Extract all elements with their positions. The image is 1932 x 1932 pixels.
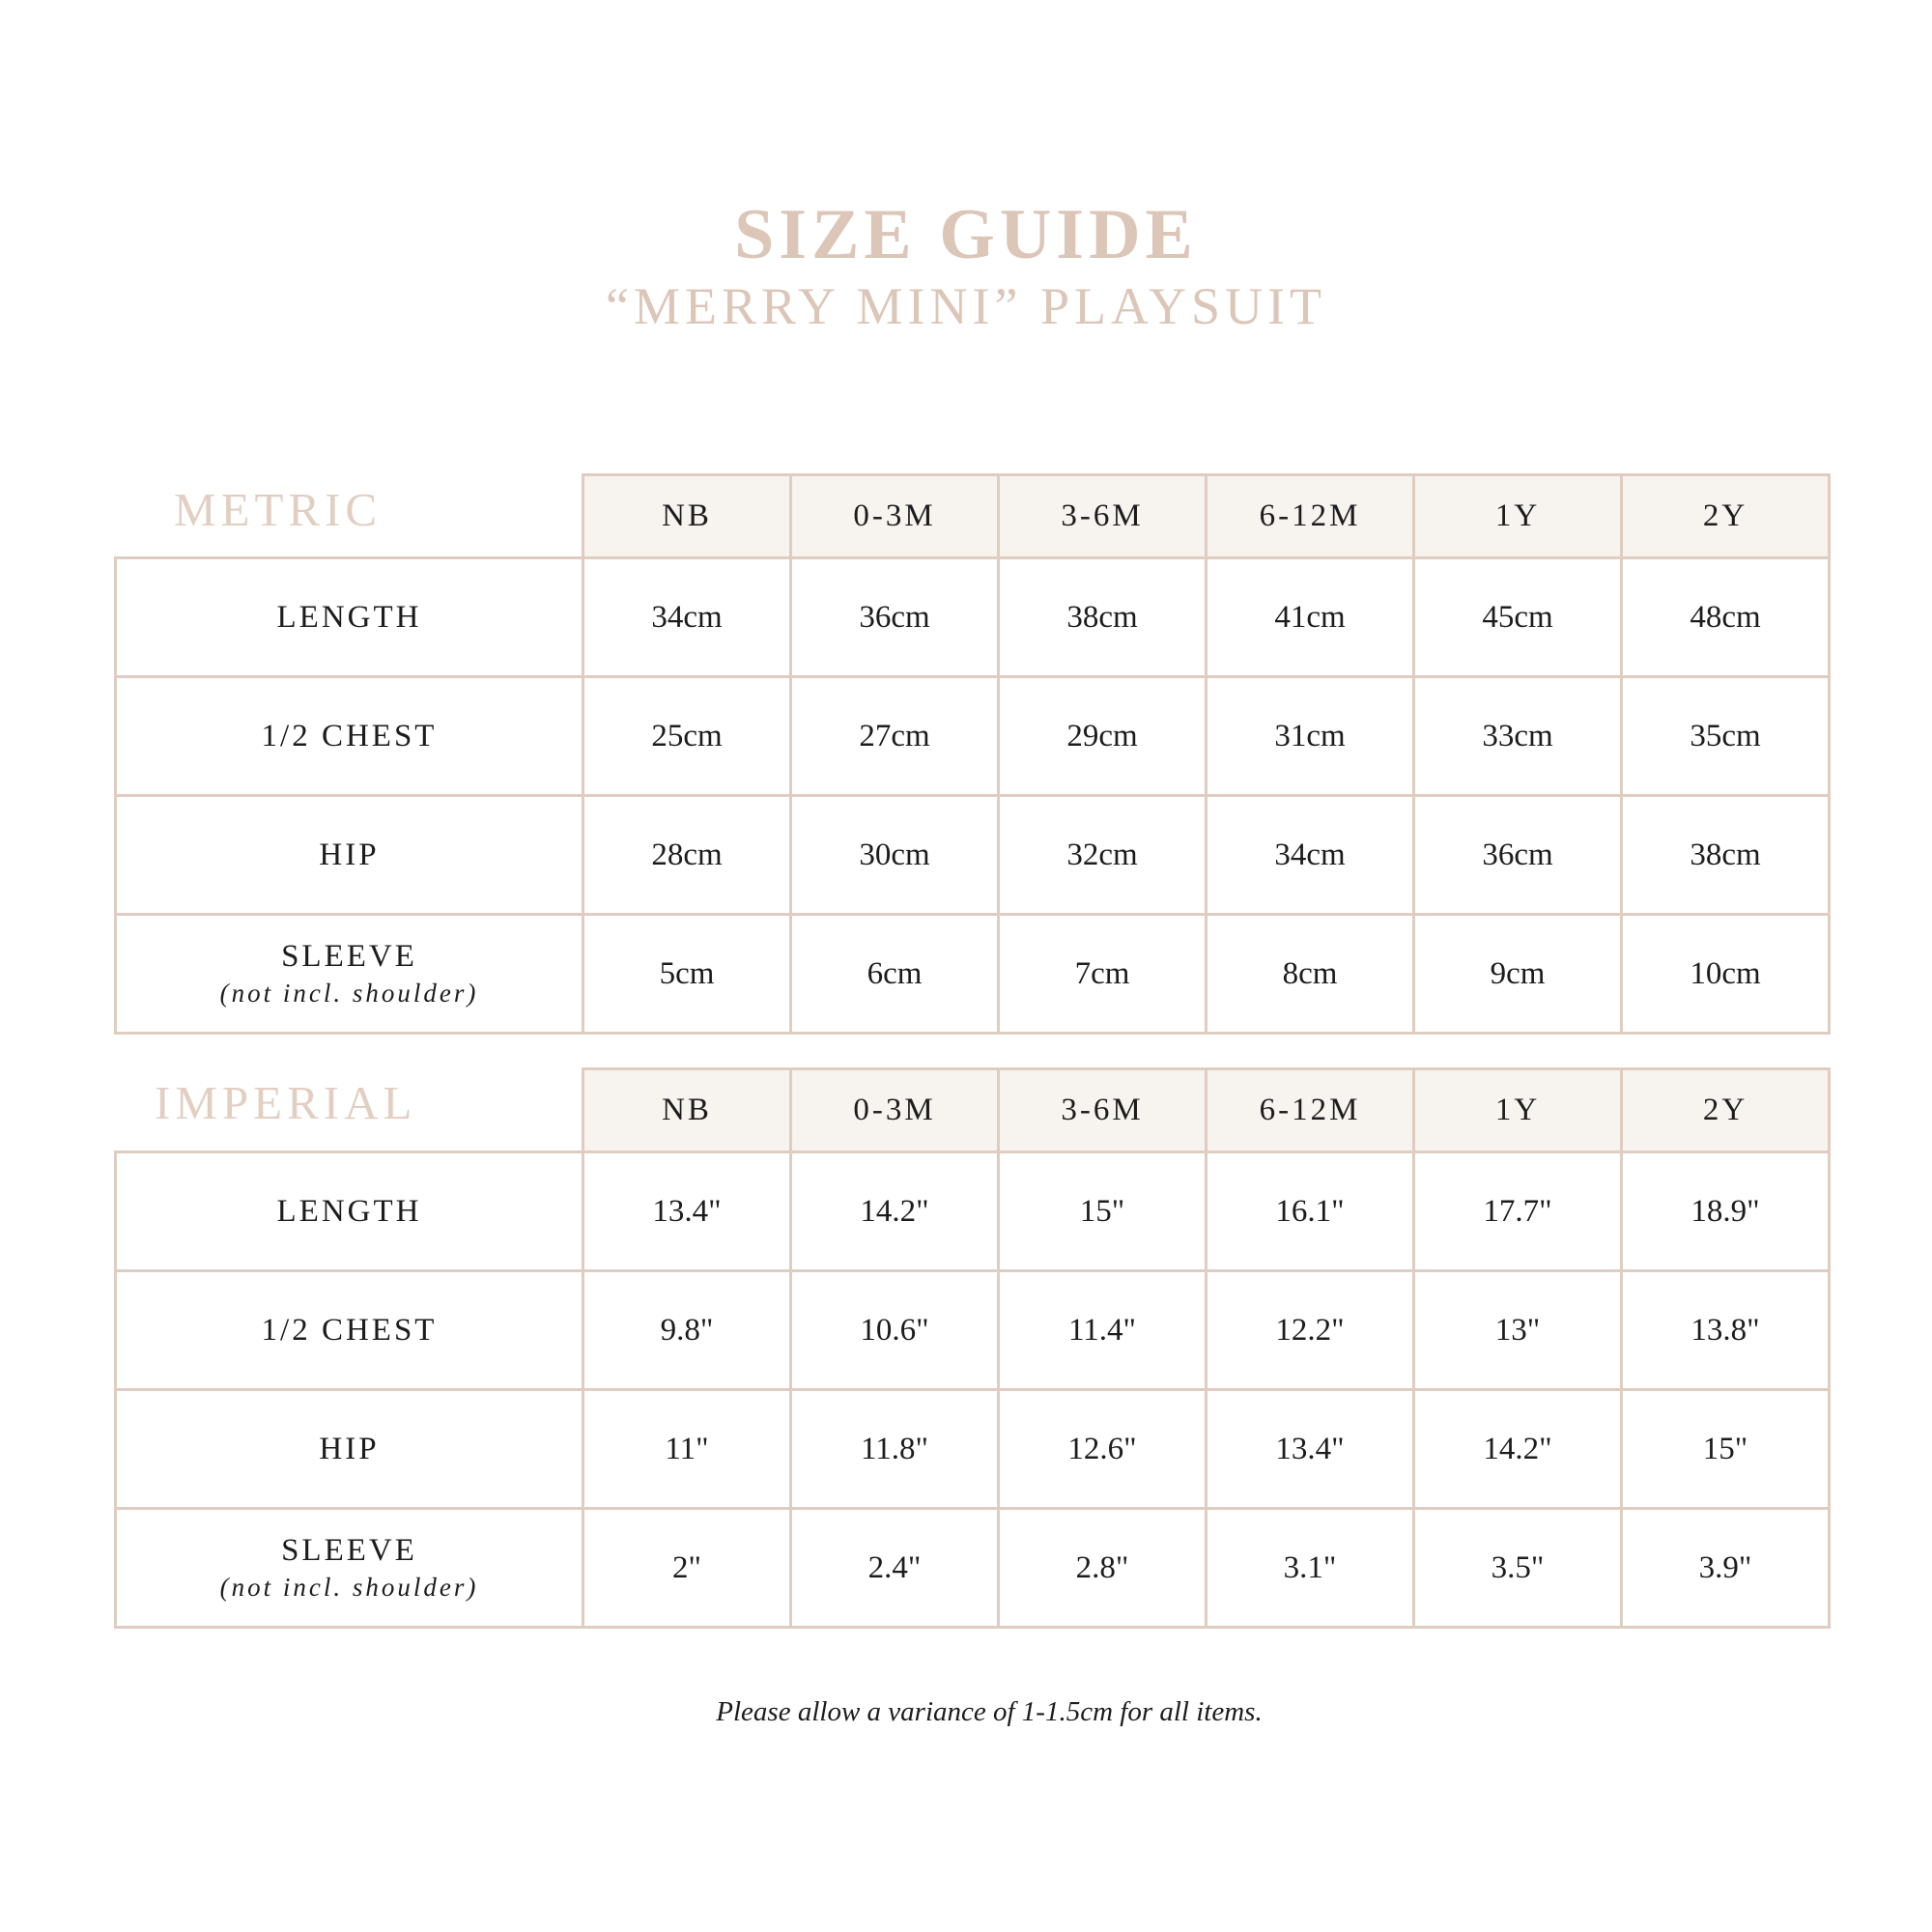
table-cell: 38cm: [999, 558, 1207, 677]
table-row: [116, 915, 1830, 1034]
table-cell: 41cm: [1207, 558, 1414, 677]
imperial-size-header: 3-6M: [999, 1069, 1207, 1152]
table-row: [116, 796, 1830, 915]
table-cell: 45cm: [1414, 558, 1622, 677]
imperial-table: [114, 1067, 1831, 1629]
table-cell: 9.8": [583, 1271, 791, 1390]
table-cell: 7cm: [999, 915, 1207, 1034]
metric-table: [114, 473, 1831, 1035]
table-cell: 8cm: [1207, 915, 1414, 1034]
table-cell: 15": [1622, 1390, 1830, 1509]
table-cell: 34cm: [583, 558, 791, 677]
row-label-length: LENGTH: [116, 1152, 583, 1271]
table-cell: 14.2": [791, 1152, 999, 1271]
table-cell: 11": [583, 1390, 791, 1509]
row-label-length: LENGTH: [116, 558, 583, 677]
imperial-size-header: 0-3M: [791, 1069, 999, 1152]
table-cell: 12.6": [999, 1390, 1207, 1509]
variance-note: Please allow a variance of 1-1.5cm for all items.: [716, 1696, 1263, 1727]
page-title: SIZE GUIDE: [734, 195, 1198, 274]
metric-header-row: [116, 475, 1830, 558]
table-cell: 13.4": [1207, 1390, 1414, 1509]
row-label-hip: HIP: [116, 796, 583, 915]
table-cell: 12.2": [1207, 1271, 1414, 1390]
imperial-size-header: NB: [583, 1069, 791, 1152]
table-cell: 29cm: [999, 677, 1207, 796]
table-cell: 18.9": [1622, 1152, 1830, 1271]
table-row: [116, 1152, 1830, 1271]
table-cell: 28cm: [583, 796, 791, 915]
imperial-size-header: 2Y: [1622, 1069, 1830, 1152]
table-cell: 16.1": [1207, 1152, 1414, 1271]
imperial-size-header: 1Y: [1414, 1069, 1622, 1152]
table-cell: 3.5": [1414, 1509, 1622, 1628]
table-cell: 15": [999, 1152, 1207, 1271]
table-cell: 6cm: [791, 915, 999, 1034]
table-cell: 11.4": [999, 1271, 1207, 1390]
row-label-sleeve: [116, 915, 583, 1034]
page-subtitle: “MERRY MINI” PLAYSUIT: [605, 277, 1326, 335]
row-label-sleeve-text: SLEEVE: [281, 939, 417, 974]
table-cell: 13.8": [1622, 1271, 1830, 1390]
table-cell: 10cm: [1622, 915, 1830, 1034]
table-cell: 13.4": [583, 1152, 791, 1271]
metric-size-header: NB: [583, 475, 791, 558]
table-cell: 5cm: [583, 915, 791, 1034]
row-label-sleeve-text: SLEEVE: [281, 1533, 417, 1568]
imperial-header-row: [116, 1069, 1830, 1152]
table-cell: 31cm: [1207, 677, 1414, 796]
row-label-hip: HIP: [116, 1390, 583, 1509]
table-cell: 2": [583, 1509, 791, 1628]
table-cell: 2.8": [999, 1509, 1207, 1628]
table-cell: 27cm: [791, 677, 999, 796]
row-label-sleeve: [116, 1509, 583, 1628]
metric-size-header: 0-3M: [791, 475, 999, 558]
table-cell: 34cm: [1207, 796, 1414, 915]
table-cell: 13": [1414, 1271, 1622, 1390]
table-cell: 48cm: [1622, 558, 1830, 677]
table-row: [116, 677, 1830, 796]
row-note: (not incl. shoulder): [219, 979, 479, 1008]
table-cell: 36cm: [791, 558, 999, 677]
table-cell: 2.4": [791, 1509, 999, 1628]
table-row: [116, 1271, 1830, 1390]
table-cell: 25cm: [583, 677, 791, 796]
table-cell: 9cm: [1414, 915, 1622, 1034]
metric-size-header: 1Y: [1414, 475, 1622, 558]
table-cell: 35cm: [1622, 677, 1830, 796]
table-row: [116, 1509, 1830, 1628]
table-cell: 10.6": [791, 1271, 999, 1390]
table-cell: 3.9": [1622, 1509, 1830, 1628]
metric-size-header: 3-6M: [999, 475, 1207, 558]
table-cell: 33cm: [1414, 677, 1622, 796]
table-cell: 30cm: [791, 796, 999, 915]
row-label-chest: 1/2 CHEST: [116, 1271, 583, 1390]
table-cell: 14.2": [1414, 1390, 1622, 1509]
imperial-size-header: 6-12M: [1207, 1069, 1414, 1152]
table-cell: 36cm: [1414, 796, 1622, 915]
table-row: [116, 558, 1830, 677]
row-note: (not incl. shoulder): [219, 1573, 479, 1602]
metric-corner: [116, 475, 583, 558]
table-cell: 3.1": [1207, 1509, 1414, 1628]
metric-size-header: 6-12M: [1207, 475, 1414, 558]
table-cell: 32cm: [999, 796, 1207, 915]
imperial-label: IMPERIAL: [155, 1076, 417, 1129]
metric-size-header: 2Y: [1622, 475, 1830, 558]
row-label-chest: 1/2 CHEST: [116, 677, 583, 796]
table-cell: 17.7": [1414, 1152, 1622, 1271]
table-cell: 11.8": [791, 1390, 999, 1509]
table-cell: 38cm: [1622, 796, 1830, 915]
table-row: [116, 1390, 1830, 1509]
imperial-corner: [116, 1069, 583, 1152]
metric-label: METRIC: [174, 483, 383, 536]
